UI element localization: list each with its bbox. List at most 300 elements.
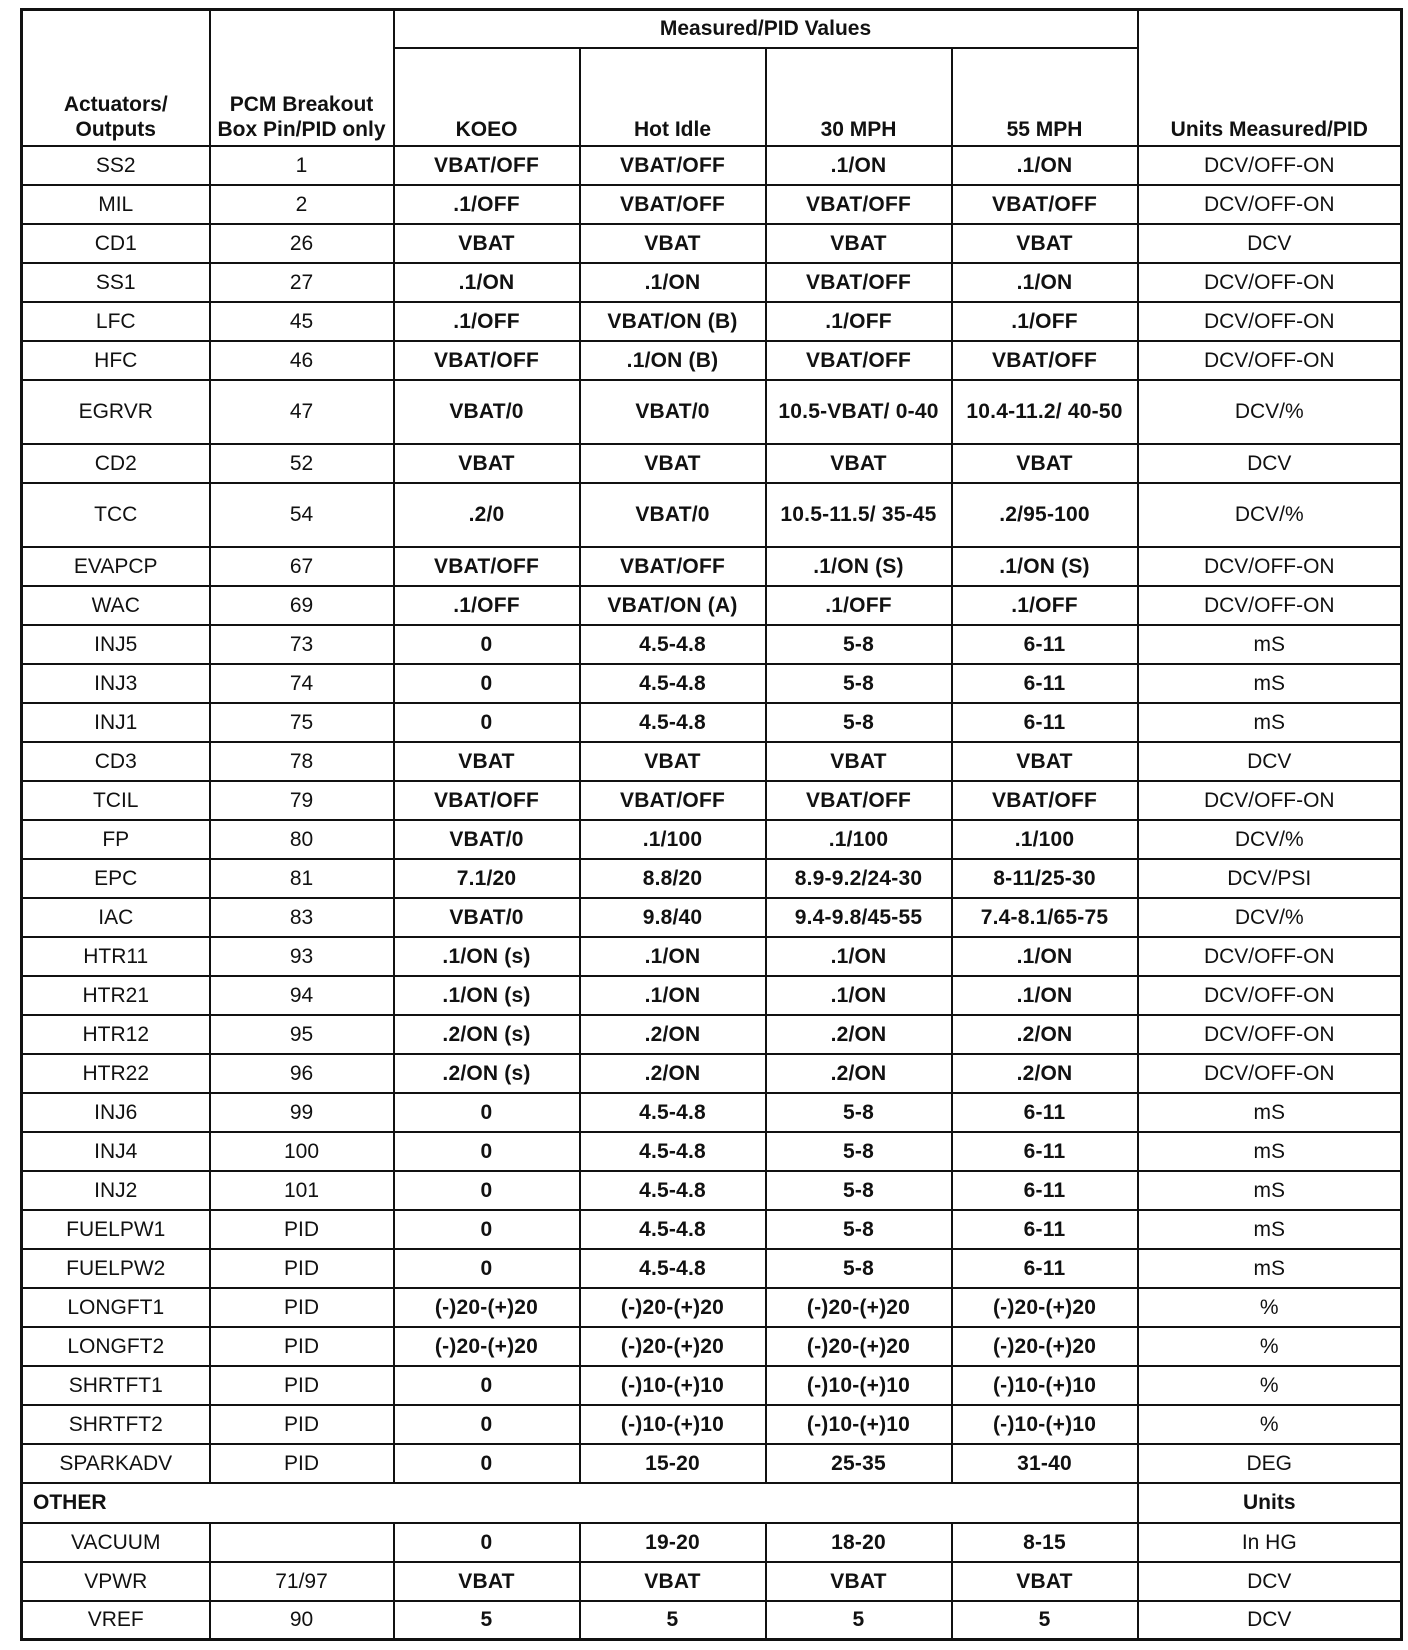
mph30-value: 25-35 <box>766 1444 952 1483</box>
other-units-label: Units <box>1138 1483 1402 1523</box>
mph55-value: .1/ON <box>952 263 1138 302</box>
actuator-name: INJ2 <box>22 1171 210 1210</box>
mph55-value: VBAT <box>952 742 1138 781</box>
units-cell: % <box>1138 1288 1402 1327</box>
hot-idle-value: VBAT <box>580 1562 766 1601</box>
table-row <box>22 625 1402 664</box>
pin-cell: 78 <box>210 742 394 781</box>
actuator-name: SPARKADV <box>22 1444 210 1483</box>
table-row <box>22 1444 1402 1483</box>
pin-cell: 83 <box>210 898 394 937</box>
units-cell: DCV/OFF-ON <box>1138 146 1402 185</box>
mph55-value: 6-11 <box>952 625 1138 664</box>
units-cell: DCV/OFF-ON <box>1138 1015 1402 1054</box>
koeo-value: 0 <box>394 625 580 664</box>
units-cell: DCV <box>1138 224 1402 263</box>
mph55-value: 7.4-8.1/65-75 <box>952 898 1138 937</box>
pin-cell: 46 <box>210 341 394 380</box>
table-row <box>22 859 1402 898</box>
table-row <box>22 1366 1402 1405</box>
mph30-value: VBAT/OFF <box>766 781 952 820</box>
table-row <box>22 1601 1402 1640</box>
mph30-value: VBAT <box>766 444 952 483</box>
units-cell: % <box>1138 1366 1402 1405</box>
koeo-value: (-)20-(+)20 <box>394 1327 580 1366</box>
mph30-value: 5-8 <box>766 1210 952 1249</box>
pin-cell: 90 <box>210 1601 394 1640</box>
mph30-value: 5-8 <box>766 1249 952 1288</box>
hot-idle-value: VBAT/ON (A) <box>580 586 766 625</box>
table-row <box>22 586 1402 625</box>
hot-idle-value: .1/ON <box>580 976 766 1015</box>
hot-idle-value: (-)10-(+)10 <box>580 1405 766 1444</box>
koeo-value: 0 <box>394 703 580 742</box>
pin-cell: 99 <box>210 1093 394 1132</box>
units-cell: DCV <box>1138 1562 1402 1601</box>
pin-cell: 69 <box>210 586 394 625</box>
actuator-name: SHRTFT1 <box>22 1366 210 1405</box>
table-row <box>22 1132 1402 1171</box>
koeo-value: 0 <box>394 1523 580 1562</box>
table-row <box>22 742 1402 781</box>
actuator-name: CD3 <box>22 742 210 781</box>
mph30-value: .1/ON <box>766 146 952 185</box>
hot-idle-value: 19-20 <box>580 1523 766 1562</box>
pin-cell: 54 <box>210 483 394 547</box>
pcm-values-table <box>20 8 1403 1641</box>
hot-idle-value: VBAT/OFF <box>580 547 766 586</box>
table-row <box>22 1171 1402 1210</box>
actuator-name: INJ4 <box>22 1132 210 1171</box>
table-row <box>22 302 1402 341</box>
table-row <box>22 1210 1402 1249</box>
pin-cell: PID <box>210 1366 394 1405</box>
koeo-value: .1/ON <box>394 263 580 302</box>
units-cell: DCV/% <box>1138 898 1402 937</box>
units-cell: DCV/% <box>1138 820 1402 859</box>
mph30-value: 5-8 <box>766 625 952 664</box>
header-30-mph: 30 MPH <box>766 48 952 146</box>
header-koeo: KOEO <box>394 48 580 146</box>
koeo-value: 7.1/20 <box>394 859 580 898</box>
hot-idle-value: VBAT <box>580 444 766 483</box>
hot-idle-value: (-)20-(+)20 <box>580 1288 766 1327</box>
actuator-name: HTR21 <box>22 976 210 1015</box>
mph55-value: 6-11 <box>952 703 1138 742</box>
actuator-name: HFC <box>22 341 210 380</box>
koeo-value: VBAT/OFF <box>394 341 580 380</box>
mph30-value: 5-8 <box>766 1093 952 1132</box>
actuator-name: CD2 <box>22 444 210 483</box>
mph55-value: .1/ON <box>952 146 1138 185</box>
units-cell: DCV/OFF-ON <box>1138 1054 1402 1093</box>
actuator-name: FUELPW2 <box>22 1249 210 1288</box>
mph55-value: 6-11 <box>952 1210 1138 1249</box>
hot-idle-value: .2/ON <box>580 1015 766 1054</box>
pin-cell: 81 <box>210 859 394 898</box>
mph30-value: .2/ON <box>766 1054 952 1093</box>
mph55-value: 6-11 <box>952 1132 1138 1171</box>
units-cell: DCV/OFF-ON <box>1138 263 1402 302</box>
mph55-value: 6-11 <box>952 1249 1138 1288</box>
koeo-value: .1/ON (s) <box>394 937 580 976</box>
hot-idle-value: 15-20 <box>580 1444 766 1483</box>
units-cell: mS <box>1138 1171 1402 1210</box>
pin-cell: PID <box>210 1288 394 1327</box>
hot-idle-value: 4.5-4.8 <box>580 1171 766 1210</box>
pin-cell: 27 <box>210 263 394 302</box>
hot-idle-value: VBAT/ON (B) <box>580 302 766 341</box>
pin-cell: 2 <box>210 185 394 224</box>
actuator-name: LFC <box>22 302 210 341</box>
hot-idle-value: 4.5-4.8 <box>580 625 766 664</box>
table-row <box>22 1288 1402 1327</box>
table-row <box>22 224 1402 263</box>
actuator-name: INJ6 <box>22 1093 210 1132</box>
table-row <box>22 937 1402 976</box>
units-cell: DCV/OFF-ON <box>1138 547 1402 586</box>
pin-cell: PID <box>210 1210 394 1249</box>
table-row <box>22 1327 1402 1366</box>
koeo-value: (-)20-(+)20 <box>394 1288 580 1327</box>
koeo-value: 0 <box>394 1405 580 1444</box>
table-row <box>22 703 1402 742</box>
pin-cell: 95 <box>210 1015 394 1054</box>
mph55-value: (-)20-(+)20 <box>952 1327 1138 1366</box>
units-cell: mS <box>1138 1132 1402 1171</box>
hot-idle-value: VBAT/OFF <box>580 185 766 224</box>
pin-cell: 1 <box>210 146 394 185</box>
hot-idle-value: .1/ON <box>580 263 766 302</box>
header-55-mph: 55 MPH <box>952 48 1138 146</box>
mph30-value: 10.5-VBAT/ 0-40 <box>766 380 952 444</box>
pin-cell: 74 <box>210 664 394 703</box>
pin-cell: 75 <box>210 703 394 742</box>
hot-idle-value: 5 <box>580 1601 766 1640</box>
pin-cell: 96 <box>210 1054 394 1093</box>
table-row <box>22 1562 1402 1601</box>
koeo-value: VBAT/0 <box>394 380 580 444</box>
mph55-value: 8-15 <box>952 1523 1138 1562</box>
pin-cell: 71/97 <box>210 1562 394 1601</box>
units-cell: DCV/OFF-ON <box>1138 302 1402 341</box>
koeo-value: 0 <box>394 1171 580 1210</box>
hot-idle-value: .1/100 <box>580 820 766 859</box>
pin-cell: 94 <box>210 976 394 1015</box>
mph30-value: 9.4-9.8/45-55 <box>766 898 952 937</box>
actuator-name: EPC <box>22 859 210 898</box>
mph55-value: .1/ON <box>952 937 1138 976</box>
units-cell: mS <box>1138 1093 1402 1132</box>
table-row <box>22 664 1402 703</box>
koeo-value: .2/ON (s) <box>394 1054 580 1093</box>
units-cell: DCV/OFF-ON <box>1138 586 1402 625</box>
mph30-value: 5-8 <box>766 1132 952 1171</box>
units-cell: mS <box>1138 625 1402 664</box>
mph55-value: (-)10-(+)10 <box>952 1366 1138 1405</box>
hot-idle-value: (-)10-(+)10 <box>580 1366 766 1405</box>
pin-cell: PID <box>210 1327 394 1366</box>
mph30-value: (-)10-(+)10 <box>766 1405 952 1444</box>
other-header-row <box>22 1483 1402 1523</box>
mph55-value: (-)10-(+)10 <box>952 1405 1138 1444</box>
table-row <box>22 263 1402 302</box>
table-row <box>22 380 1402 444</box>
actuator-name: TCC <box>22 483 210 547</box>
header-actuators: Actuators/ Outputs <box>22 10 210 146</box>
mph55-value: .1/ON <box>952 976 1138 1015</box>
actuator-name: INJ5 <box>22 625 210 664</box>
pin-cell: 45 <box>210 302 394 341</box>
mph30-value: 18-20 <box>766 1523 952 1562</box>
units-cell: % <box>1138 1405 1402 1444</box>
units-cell: DCV/OFF-ON <box>1138 185 1402 224</box>
mph30-value: 5 <box>766 1601 952 1640</box>
pin-cell: 93 <box>210 937 394 976</box>
table-row <box>22 820 1402 859</box>
units-cell: DCV <box>1138 444 1402 483</box>
pin-cell: 79 <box>210 781 394 820</box>
table-row <box>22 185 1402 224</box>
hot-idle-value: 4.5-4.8 <box>580 703 766 742</box>
pin-cell <box>210 1523 394 1562</box>
mph30-value: 8.9-9.2/24-30 <box>766 859 952 898</box>
actuator-name: VREF <box>22 1601 210 1640</box>
mph55-value: VBAT <box>952 444 1138 483</box>
hot-idle-value: VBAT/OFF <box>580 781 766 820</box>
units-cell: mS <box>1138 1249 1402 1288</box>
actuator-name: SS1 <box>22 263 210 302</box>
other-section <box>22 1483 1402 1640</box>
hot-idle-value: VBAT <box>580 224 766 263</box>
koeo-value: 5 <box>394 1601 580 1640</box>
mph55-value: VBAT <box>952 224 1138 263</box>
koeo-value: VBAT/OFF <box>394 781 580 820</box>
pin-cell: PID <box>210 1249 394 1288</box>
mph55-value: .1/OFF <box>952 302 1138 341</box>
header-units: Units Measured/PID <box>1138 10 1402 146</box>
mph30-value: 5-8 <box>766 664 952 703</box>
actuator-name: SHRTFT2 <box>22 1405 210 1444</box>
mph55-value: .2/ON <box>952 1054 1138 1093</box>
actuator-rows <box>22 146 1402 1483</box>
table-row <box>22 547 1402 586</box>
mph30-value: VBAT/OFF <box>766 263 952 302</box>
mph30-value: .1/OFF <box>766 302 952 341</box>
koeo-value: .1/OFF <box>394 185 580 224</box>
hot-idle-value: .2/ON <box>580 1054 766 1093</box>
pin-cell: 100 <box>210 1132 394 1171</box>
hot-idle-value: (-)20-(+)20 <box>580 1327 766 1366</box>
koeo-value: .1/OFF <box>394 586 580 625</box>
mph55-value: .2/ON <box>952 1015 1138 1054</box>
koeo-value: VBAT/0 <box>394 898 580 937</box>
actuator-name: EVAPCP <box>22 547 210 586</box>
actuator-name: SS2 <box>22 146 210 185</box>
koeo-value: 0 <box>394 664 580 703</box>
koeo-value: VBAT <box>394 224 580 263</box>
units-cell: DCV/OFF-ON <box>1138 937 1402 976</box>
hot-idle-value: 9.8/40 <box>580 898 766 937</box>
mph55-value: 6-11 <box>952 1171 1138 1210</box>
hot-idle-value: VBAT/0 <box>580 483 766 547</box>
mph30-value: 5-8 <box>766 703 952 742</box>
mph55-value: VBAT/OFF <box>952 781 1138 820</box>
mph55-value: 6-11 <box>952 664 1138 703</box>
mph55-value: .1/100 <box>952 820 1138 859</box>
mph30-value: (-)20-(+)20 <box>766 1288 952 1327</box>
table-row <box>22 1405 1402 1444</box>
mph30-value: VBAT <box>766 224 952 263</box>
pin-cell: 73 <box>210 625 394 664</box>
koeo-value: VBAT <box>394 1562 580 1601</box>
units-cell: DCV/PSI <box>1138 859 1402 898</box>
koeo-value: VBAT <box>394 444 580 483</box>
koeo-value: VBAT/OFF <box>394 146 580 185</box>
pin-cell: 52 <box>210 444 394 483</box>
pin-cell: 80 <box>210 820 394 859</box>
units-cell: DCV <box>1138 1601 1402 1640</box>
pin-cell: 101 <box>210 1171 394 1210</box>
table-row <box>22 444 1402 483</box>
hot-idle-value: 4.5-4.8 <box>580 1093 766 1132</box>
hot-idle-value: VBAT/0 <box>580 380 766 444</box>
hot-idle-value: .1/ON <box>580 937 766 976</box>
hot-idle-value: 8.8/20 <box>580 859 766 898</box>
hot-idle-value: VBAT <box>580 742 766 781</box>
koeo-value: 0 <box>394 1132 580 1171</box>
header-pcm-breakout: PCM Breakout Box Pin/PID only <box>210 10 394 146</box>
koeo-value: .1/ON (s) <box>394 976 580 1015</box>
units-cell: DEG <box>1138 1444 1402 1483</box>
header-hot-idle: Hot Idle <box>580 48 766 146</box>
mph55-value: VBAT/OFF <box>952 185 1138 224</box>
mph55-value: 8-11/25-30 <box>952 859 1138 898</box>
mph30-value: 5-8 <box>766 1171 952 1210</box>
mph30-value: .1/OFF <box>766 586 952 625</box>
actuator-name: LONGFT1 <box>22 1288 210 1327</box>
table-row <box>22 341 1402 380</box>
table-row <box>22 483 1402 547</box>
mph55-value: .1/ON (S) <box>952 547 1138 586</box>
koeo-value: 0 <box>394 1249 580 1288</box>
mph30-value: .1/100 <box>766 820 952 859</box>
pin-cell: 67 <box>210 547 394 586</box>
units-cell: % <box>1138 1327 1402 1366</box>
mph55-value: VBAT <box>952 1562 1138 1601</box>
units-cell: DCV/OFF-ON <box>1138 976 1402 1015</box>
header-measured-group: Measured/PID Values <box>394 10 1138 48</box>
table-row <box>22 781 1402 820</box>
actuator-name: INJ1 <box>22 703 210 742</box>
actuator-name: MIL <box>22 185 210 224</box>
mph30-value: .2/ON <box>766 1015 952 1054</box>
units-cell: DCV/% <box>1138 380 1402 444</box>
koeo-value: 0 <box>394 1093 580 1132</box>
mph55-value: 10.4-11.2/ 40-50 <box>952 380 1138 444</box>
units-cell: mS <box>1138 703 1402 742</box>
table-row <box>22 976 1402 1015</box>
actuator-name: WAC <box>22 586 210 625</box>
units-cell: DCV/OFF-ON <box>1138 341 1402 380</box>
koeo-value: 0 <box>394 1366 580 1405</box>
mph30-value: VBAT/OFF <box>766 185 952 224</box>
hot-idle-value: VBAT/OFF <box>580 146 766 185</box>
units-cell: DCV <box>1138 742 1402 781</box>
mph30-value: .1/ON (S) <box>766 547 952 586</box>
table-row <box>22 1249 1402 1288</box>
koeo-value: VBAT <box>394 742 580 781</box>
mph55-value: 5 <box>952 1601 1138 1640</box>
mph30-value: VBAT/OFF <box>766 341 952 380</box>
pin-cell: PID <box>210 1444 394 1483</box>
table-row <box>22 1015 1402 1054</box>
actuator-name: IAC <box>22 898 210 937</box>
actuator-name: INJ3 <box>22 664 210 703</box>
mph55-value: VBAT/OFF <box>952 341 1138 380</box>
mph30-value: .1/ON <box>766 937 952 976</box>
mph55-value: 31-40 <box>952 1444 1138 1483</box>
hot-idle-value: 4.5-4.8 <box>580 1210 766 1249</box>
mph30-value: 10.5-11.5/ 35-45 <box>766 483 952 547</box>
actuator-name: FP <box>22 820 210 859</box>
table-row <box>22 1093 1402 1132</box>
units-cell: In HG <box>1138 1523 1402 1562</box>
mph30-value: VBAT <box>766 742 952 781</box>
table-row <box>22 898 1402 937</box>
hot-idle-value: 4.5-4.8 <box>580 1132 766 1171</box>
actuator-name: CD1 <box>22 224 210 263</box>
pin-cell: 26 <box>210 224 394 263</box>
units-cell: mS <box>1138 664 1402 703</box>
mph30-value: VBAT <box>766 1562 952 1601</box>
actuator-name: TCIL <box>22 781 210 820</box>
actuator-name: VPWR <box>22 1562 210 1601</box>
mph55-value: (-)20-(+)20 <box>952 1288 1138 1327</box>
hot-idle-value: 4.5-4.8 <box>580 664 766 703</box>
actuator-name: LONGFT2 <box>22 1327 210 1366</box>
koeo-value: .1/OFF <box>394 302 580 341</box>
pin-cell: PID <box>210 1405 394 1444</box>
koeo-value: .2/0 <box>394 483 580 547</box>
units-cell: mS <box>1138 1210 1402 1249</box>
mph55-value: .1/OFF <box>952 586 1138 625</box>
actuator-name: VACUUM <box>22 1523 210 1562</box>
mph30-value: (-)10-(+)10 <box>766 1366 952 1405</box>
actuator-name: HTR22 <box>22 1054 210 1093</box>
other-label: OTHER <box>22 1483 1138 1523</box>
table-row <box>22 146 1402 185</box>
koeo-value: .2/ON (s) <box>394 1015 580 1054</box>
koeo-value: VBAT/OFF <box>394 547 580 586</box>
mph55-value: 6-11 <box>952 1093 1138 1132</box>
mph30-value: .1/ON <box>766 976 952 1015</box>
table-row <box>22 1054 1402 1093</box>
mph55-value: .2/95-100 <box>952 483 1138 547</box>
table-row <box>22 1523 1402 1562</box>
koeo-value: 0 <box>394 1210 580 1249</box>
units-cell: DCV/% <box>1138 483 1402 547</box>
koeo-value: 0 <box>394 1444 580 1483</box>
hot-idle-value: 4.5-4.8 <box>580 1249 766 1288</box>
actuator-name: HTR11 <box>22 937 210 976</box>
pin-cell: 47 <box>210 380 394 444</box>
actuator-name: FUELPW1 <box>22 1210 210 1249</box>
mph30-value: (-)20-(+)20 <box>766 1327 952 1366</box>
koeo-value: VBAT/0 <box>394 820 580 859</box>
actuator-name: HTR12 <box>22 1015 210 1054</box>
actuator-name: EGRVR <box>22 380 210 444</box>
